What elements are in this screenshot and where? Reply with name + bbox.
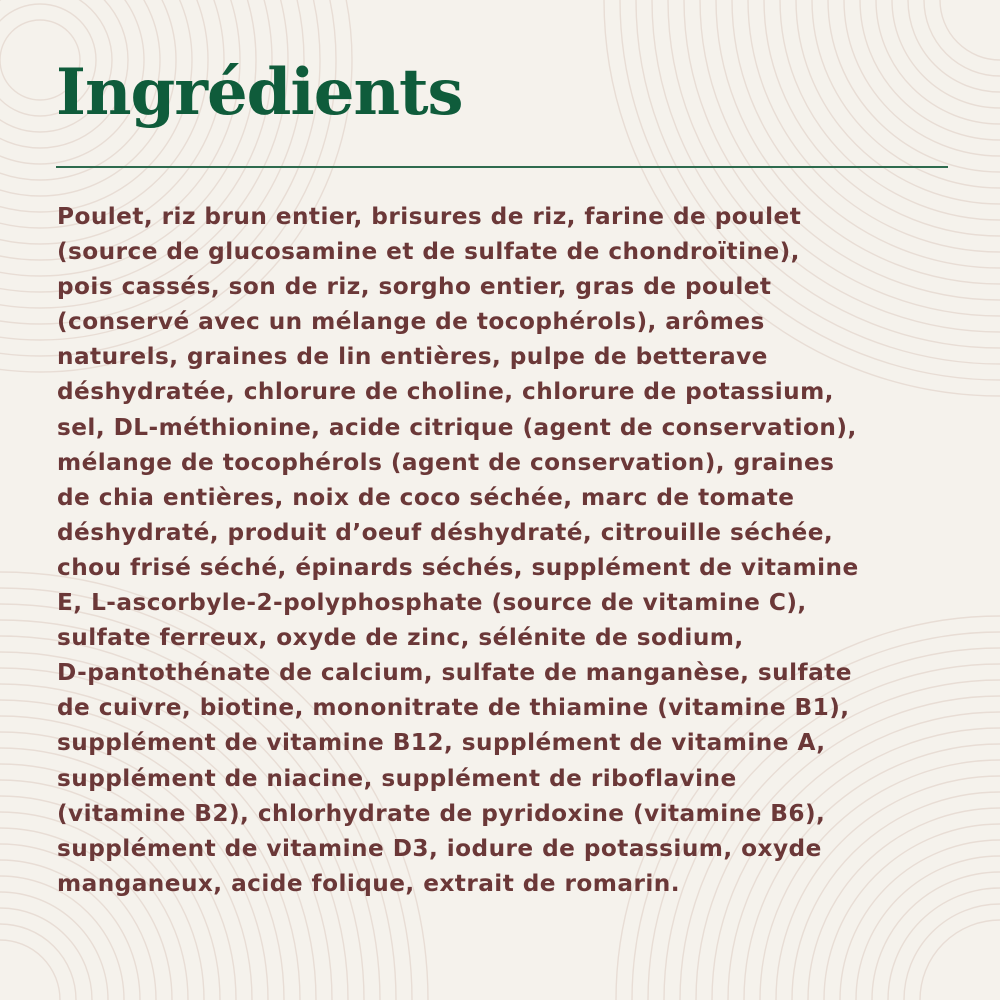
ingredients-line: chou frisé séché, épinards séchés, supplément de vitamine	[57, 553, 859, 581]
title-divider	[56, 166, 948, 168]
ingredients-line: Poulet, riz brun entier, brisures de riz, farine de poulet	[57, 203, 802, 230]
ingredients-line: E, L-ascorbyle-2-polyphosphate (source de vitamine C),	[57, 589, 807, 617]
ingredients-line: (conservé avec un mélange de tocophérols), arômes	[57, 308, 765, 336]
ingredients-line: sel, DL-méthionine, acide citrique (agent de conservation),	[57, 413, 857, 441]
ingredients-line: supplément de vitamine B12, supplément de vitamine A,	[57, 729, 826, 757]
ingredients-line: (source de glucosamine et de sulfate de chondroïtine),	[57, 238, 800, 266]
ingredients-line: D-pantothénate de calcium, sulfate de manganèse, sulfate	[57, 659, 852, 687]
ingredients-line: (vitamine B2), chlorhydrate de pyridoxine (vitamine B6),	[57, 799, 826, 827]
ingredients-line: déshydraté, produit d’oeuf déshydraté, citrouille séchée,	[57, 518, 834, 546]
ingredients-line: mélange de tocophérols (agent de conservation), graines	[57, 448, 835, 476]
ingredients-line: supplément de niacine, supplément de riboflavine	[57, 764, 737, 792]
ingredients-line: supplément de vitamine D3, iodure de potassium, oxyde	[57, 834, 822, 862]
ingredients-line: de cuivre, biotine, mononitrate de thiamine (vitamine B1),	[57, 694, 850, 722]
ingredients-line: naturels, graines de lin entières, pulpe de betterave	[57, 343, 768, 371]
ingredients-line: pois cassés, son de riz, sorgho entier, gras de poulet	[57, 273, 772, 301]
ingredients-line: déshydratée, chlorure de choline, chlorure de potassium,	[57, 378, 834, 406]
page-title: Ingrédients	[56, 55, 463, 130]
ingredients-line: de chia entières, noix de coco séchée, marc de tomate	[57, 483, 795, 511]
ingredients-line: sulfate ferreux, oxyde de zinc, sélénite de sodium,	[57, 624, 744, 652]
ingredients-text	[57, 199, 949, 901]
ingredients-line: manganeux, acide folique, extrait de romarin.	[57, 869, 680, 897]
